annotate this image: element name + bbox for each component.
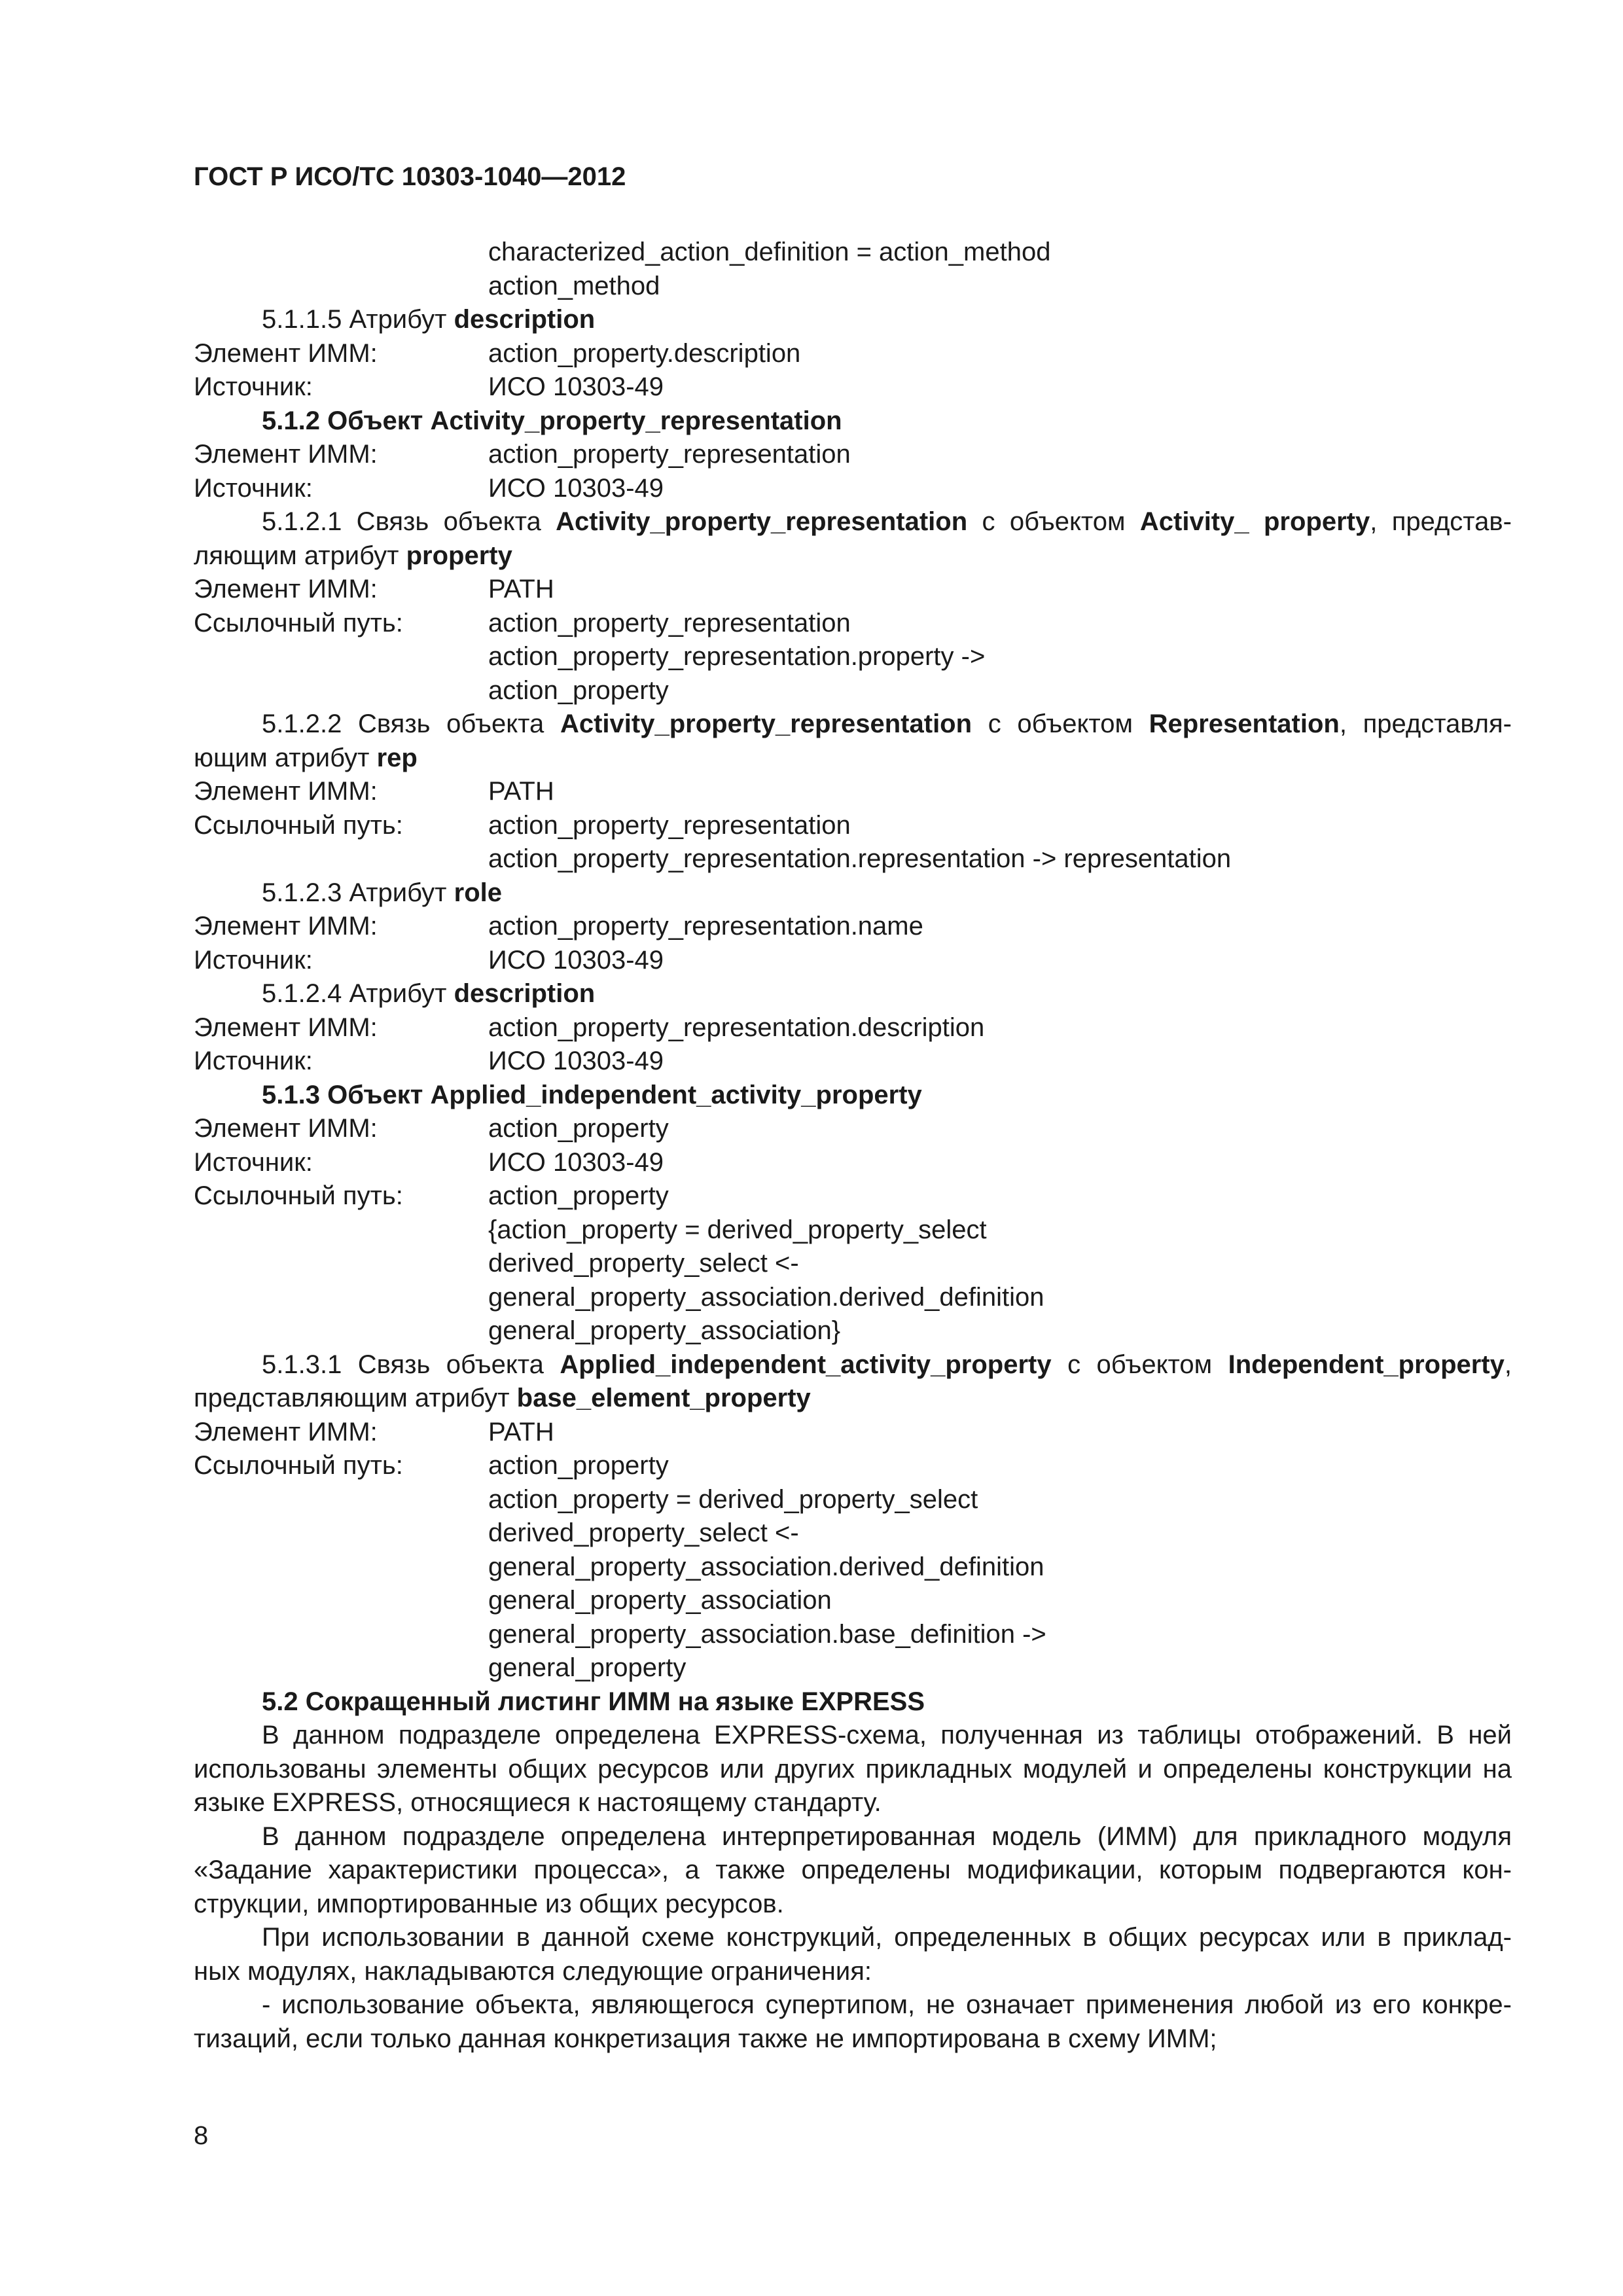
mapping-row: Элемент ИММ: PATH: [194, 575, 554, 603]
section-heading-5115: 5.1.1.5 Атрибут description: [262, 305, 596, 334]
path-line: characterized_action_definition = action_method: [488, 238, 1051, 266]
path-line: general_property_association}: [488, 1316, 841, 1345]
paragraph-line: ных модулях, накладываются следующие ограничения:: [194, 1956, 872, 1986]
path-line: derived_property_select <-: [488, 1518, 799, 1547]
paragraph-line: «Задание характеристики процесса», а также определены модификации, которым подвергаются кон-: [194, 1856, 1512, 1884]
mapping-row: Элемент ИММ: action_property_representation.name: [194, 912, 923, 941]
mapping-row: Элемент ИММ: action_property_representation.description: [194, 1013, 985, 1042]
path-line: {action_property = derived_property_select: [488, 1215, 987, 1244]
paragraph-line: языке EXPRESS, относящиеся к настоящему стандарту.: [194, 1788, 882, 1817]
paragraph-line: В данном подразделе определена EXPRESS-схема, полученная из таблицы отображений. В ней: [262, 1721, 1512, 1749]
path-line: derived_property_select <-: [488, 1249, 799, 1278]
mapping-row: Источник: ИСО 10303-49: [194, 1047, 664, 1075]
section-heading-513: 5.1.3 Объект Applied_independent_activity_property: [262, 1080, 922, 1109]
paragraph-line: струкции, импортированные из общих ресурсов.: [194, 1889, 784, 1918]
section-heading-5131: 5.1.3.1 Связь объекта Applied_independent_activity_property с объектом Independent_property,: [262, 1350, 1512, 1379]
text-line: [0, 236, 1623, 270]
document-header: ГОСТ Р ИСО/ТС 10303-1040—2012: [194, 162, 626, 191]
section-heading-512: 5.1.2 Объект Activity_property_representation: [262, 406, 842, 435]
mapping-row: Источник: ИСО 10303-49: [194, 473, 664, 503]
path-line: action_method: [488, 271, 660, 300]
path-line: action_property = derived_property_select: [488, 1484, 978, 1514]
paragraph-line: использованы элементы общих ресурсов или других прикладных модулей и определены конструкции на: [194, 1754, 1512, 1784]
text-line: ляющим атрибут property: [194, 541, 512, 570]
paragraph-line: - использование объекта, являющегося супертипом, не означает применения любой из его конкре-: [262, 1990, 1512, 2019]
text-line: ющим атрибут rep: [194, 743, 418, 772]
mapping-row: Ссылочный путь: action_property_representation: [194, 608, 851, 637]
mapping-row: Элемент ИММ: action_property_representation: [194, 440, 851, 469]
content-block: [0, 236, 1623, 2056]
path-line: general_property_association.derived_definition: [488, 1282, 1044, 1312]
section-heading-5122: 5.1.2.2 Связь объекта Activity_property_representation с объектом Representation, представля-: [262, 709, 1512, 738]
mapping-row: Элемент ИММ: PATH: [194, 1417, 554, 1446]
mapping-row: Источник: ИСО 10303-49: [194, 1147, 664, 1177]
path-line: general_property_association.base_definition ->: [488, 1619, 1046, 1649]
path-line: general_property_association: [488, 1586, 832, 1615]
section-heading-5121: 5.1.2.1 Связь объекта Activity_property_representation с объектом Activity_ property, представ-: [262, 507, 1512, 536]
mapping-row: Элемент ИММ: action_property.description: [194, 338, 801, 368]
page-number: 8: [194, 2121, 209, 2150]
mapping-row: Ссылочный путь: action_property: [194, 1451, 669, 1480]
section-heading-5123: 5.1.2.3 Атрибут role: [262, 878, 502, 907]
path-line: action_property: [488, 675, 669, 705]
paragraph-line: В данном подразделе определена интерпретированная модель (ИММ) для прикладного модуля: [262, 1821, 1512, 1851]
mapping-row: Источник: ИСО 10303-49: [194, 372, 664, 401]
path-line: action_property_representation.property ->: [488, 642, 986, 671]
mapping-row: Источник: ИСО 10303-49: [194, 945, 664, 975]
path-line: general_property: [488, 1653, 687, 1682]
text-line: [0, 270, 1623, 304]
paragraph-line: тизаций, если только данная конкретизация также не импортирована в схему ИММ;: [194, 2024, 1217, 2053]
mapping-row: Элемент ИММ: PATH: [194, 777, 554, 806]
mapping-row: Элемент ИММ: action_property: [194, 1114, 669, 1143]
path-line: action_property_representation.representation -> representation: [488, 844, 1232, 873]
mapping-row: Ссылочный путь: action_property_representation: [194, 810, 851, 840]
paragraph-line: При использовании в данной схеме конструкций, определенных в общих ресурсах или в приклад-: [262, 1923, 1512, 1952]
mapping-row: Ссылочный путь: action_property: [194, 1181, 669, 1210]
text-line: представляющим атрибут base_element_property: [194, 1384, 811, 1412]
path-line: general_property_association.derived_definition: [488, 1552, 1044, 1581]
section-heading-5124: 5.1.2.4 Атрибут description: [262, 979, 596, 1008]
section-heading-52: 5.2 Сокращенный листинг ИММ на языке EXPRESS: [262, 1687, 925, 1716]
